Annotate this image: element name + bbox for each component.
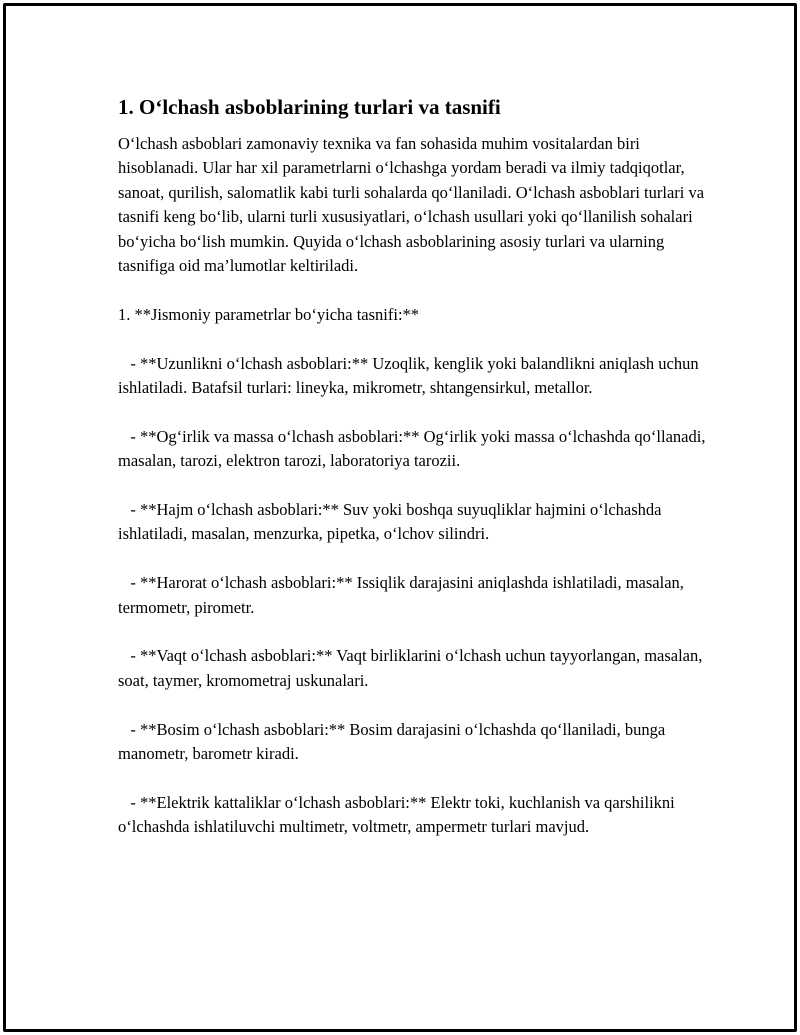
list-item-volume: - **Hajm o‘lchash asboblari:** Suv yoki boshqa suyuqliklar hajmini o‘lchashda ishlatiladi, masalan, menzurka, pipetka, o‘lchov silindri. — [118, 500, 666, 544]
list-item-weight: - **Og‘irlik va massa o‘lchash asboblari:** Og‘irlik yoki massa o‘lchashda qo‘llanadi, masalan, tarozi, elektron tarozi, laboratoriya tarozii. — [118, 426, 710, 471]
list-item-length: - **Uzunlikni o‘lchash asboblari:** Uzoqlik, kenglik yoki balandlikni aniqlash uchun ishlatiladi. Batafsil turlari: lineyka, mikrometr, shtangensirkul, metallor. — [118, 353, 703, 398]
list-item-time: - **Vaqt o‘lchash asboblari:** Vaqt birliklarini o‘lchash uchun tayyorlangan, masalan, soat, taymer, kromometraj uskunalari. — [118, 646, 707, 690]
list-item-temperature: - **Harorat o‘lchash asboblari:** Issiqlik darajasini aniqlashda ishlatiladi, masalan, termometr, pirometr. — [118, 573, 689, 617]
list-item-electric: - **Elektrik kattaliklar o‘lchash asboblari:** Elektr toki, kuchlanish va qarshilikni o‘lchashda ishlatiluvchi multimetr, voltmetr, ampermetr turlari mavjud. — [118, 792, 679, 837]
list-item-pressure: - **Bosim o‘lchash asboblari:** Bosim darajasini o‘lchashda qo‘llaniladi, bunga manometr, barometr kiradi. — [118, 719, 670, 764]
document-body — [118, 92, 708, 840]
intro-paragraph: O‘lchash asboblari zamonaviy texnika va fan sohasida muhim vositalardan biri hisoblanadi. Ular har xil parametrlarni o‘lchashga yordam beradi va ilmiy tadqiqotlar, sanoat, qurilish, salomatlik kabi turli sohalarda qo‘llaniladi. O‘lchash asboblari turlari va tasnifi keng bo‘lib, ularni turli xususiyatlari, o‘lchash usullari yoki qo‘llanilish sohalari bo‘yicha bo‘lish mumkin. Quyida o‘lchash asboblarining asosiy turlari va ularning tasnifiga oid ma’lumotlar keltiriladi. — [118, 134, 709, 276]
section-heading: 1. O‘lchash asboblarining turlari va tasnifi — [118, 95, 501, 119]
list-title: 1. **Jismoniy parametrlar bo‘yicha tasnifi:** — [118, 304, 420, 324]
